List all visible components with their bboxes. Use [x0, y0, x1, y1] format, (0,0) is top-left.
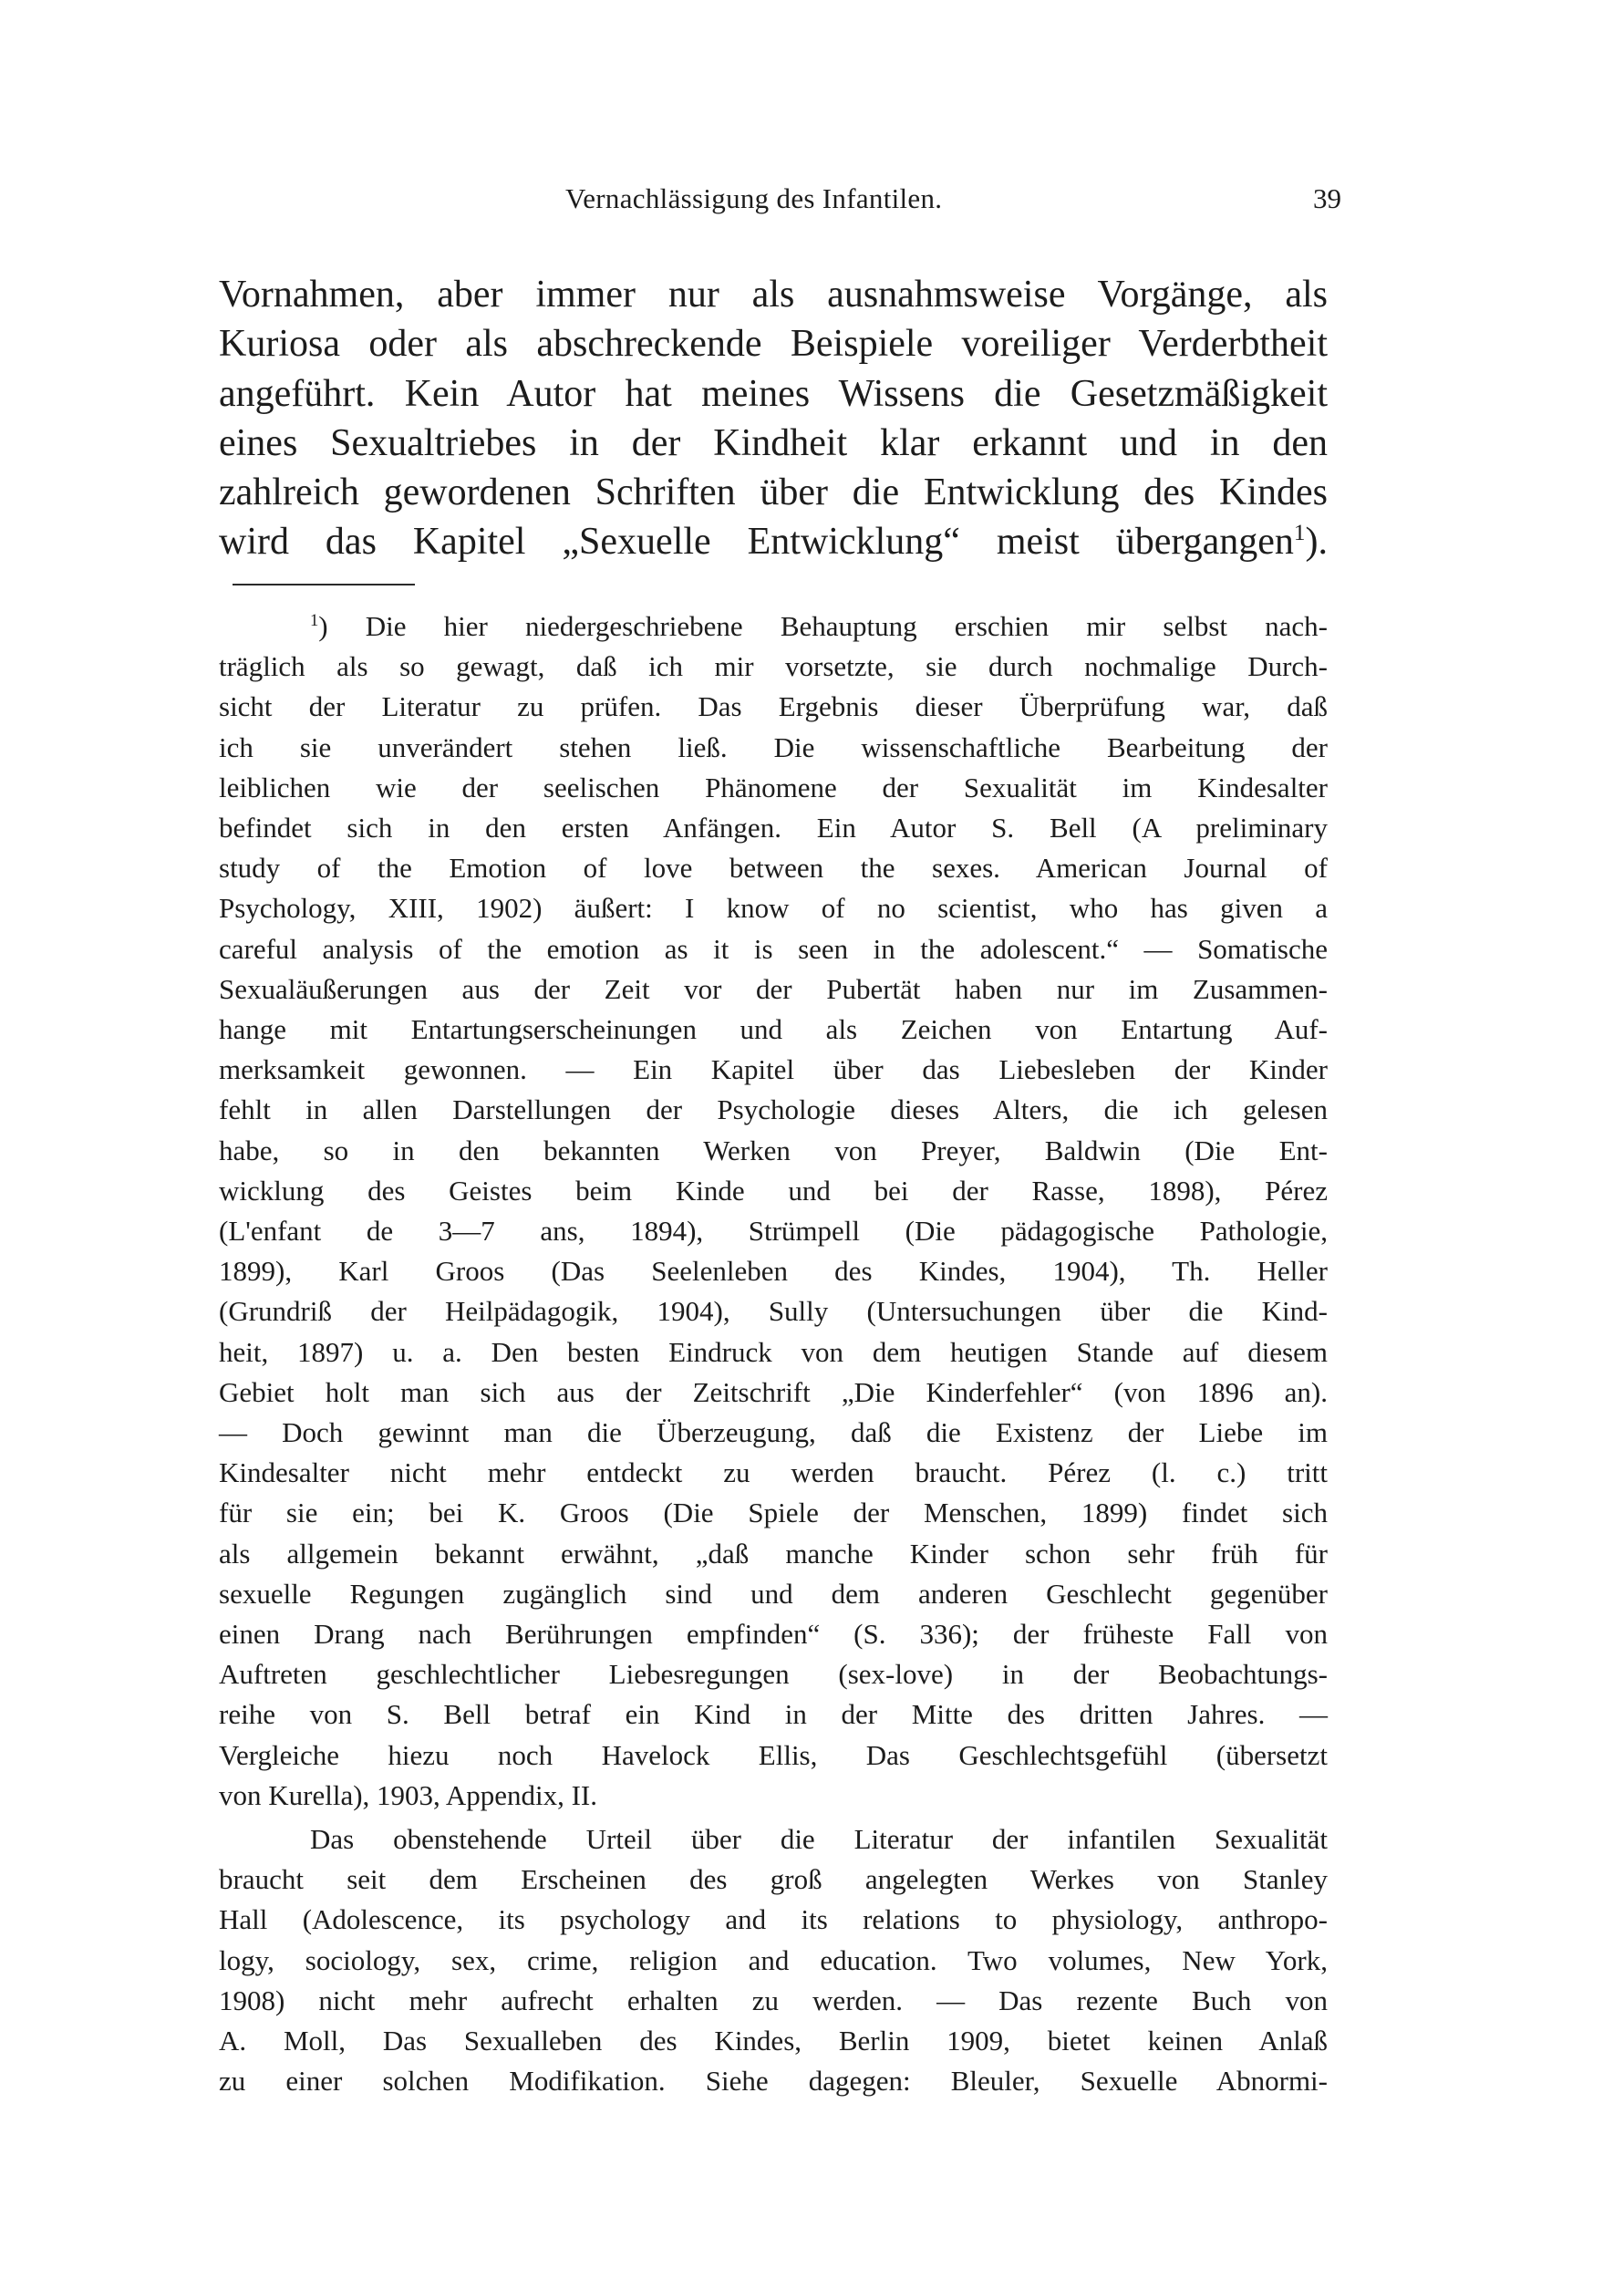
footnote-first-text: ) Die hier niedergeschriebene Behauptung erschien mir selbst nach- [318, 610, 1328, 642]
continuation-line: Hall (Adolescence, its psychology and its relations to physiology, anthropo- [219, 1903, 1328, 1936]
main-line: angeführt. Kein Autor hat meines Wissens die Gesetzmäßigkeit [219, 372, 1328, 415]
footnote-line: hange mit Entartungserscheinungen und als Zeichen von Entartung Auf- [219, 1013, 1328, 1046]
footnote-line: ich sie unverändert stehen ließ. Die wissenschaftliche Bearbeitung der [219, 730, 1328, 763]
main-line: Vornahmen, aber immer nur als ausnahmsweise Vorgänge, als [219, 274, 1328, 316]
footnote-line: (L'enfant de 3—7 ans, 1894), Strümpell (Die pädagogische Pathologie, [219, 1215, 1328, 1248]
continuation-line: 1908) nicht mehr aufrecht erhalten zu werden. — Das rezente Buch von [219, 1984, 1328, 2016]
main-paragraph [219, 270, 1328, 567]
footnote-line: Gebiet holt man sich aus der Zeitschrift „Die Kinderfehler“ (von 1896 an). [219, 1375, 1328, 1408]
footnote-line: als allgemein bekannt erwähnt, „daß manche Kinder schon sehr früh für [219, 1537, 1328, 1570]
footnote-line: heit, 1897) u. a. Den besten Eindruck von dem heutigen Stande auf diesem [219, 1335, 1328, 1368]
footnote-line: leiblichen wie der seelischen Phänomene der Sexualität im Kindesalter [219, 771, 1328, 803]
footnote-line: (Grundriß der Heilpädagogik, 1904), Sully (Untersuchungen über die Kind- [219, 1295, 1328, 1328]
footnote-line: einen Drang nach Berührungen empfinden“ (S. 336); der früheste Fall von [219, 1618, 1328, 1651]
footnote-line-first [219, 606, 1328, 647]
continuation-line: A. Moll, Das Sexualleben des Kindes, Berlin 1909, bietet keinen Anlaß [219, 2025, 1328, 2057]
footnote-line: träglich als so gewagt, daß ich mir vorsetzte, sie durch nochmalige Durch- [219, 650, 1328, 683]
footnote-line: 1899), Karl Groos (Das Seelenleben des Kindes, 1904), Th. Heller [219, 1255, 1328, 1288]
footnote-line: befindet sich in den ersten Anfängen. Ein Autor S. Bell (A preliminary [219, 812, 1328, 844]
continuation-line: zu einer solchen Modifikation. Siehe dagegen: Bleuler, Sexuelle Abnormi- [219, 2065, 1328, 2098]
footnote-line: Psychology, XIII, 1902) äußert: I know of no scientist, who has given a [219, 892, 1328, 925]
footnote-line: Sexualäußerungen aus der Zeit vor der Pubertät haben nur im Zusammen- [219, 972, 1328, 1005]
footnote-reference: 1 [1293, 521, 1306, 546]
footnote-separator [233, 584, 415, 585]
footnote-line: Kindesalter nicht mehr entdeckt zu werden braucht. Pérez (l. c.) tritt [219, 1456, 1328, 1489]
footnote-continuation [219, 1819, 1328, 2101]
footnote-line: von Kurella), 1903, Appendix, II. [219, 1778, 597, 1811]
footnote-line: Vergleiche hiezu noch Havelock Ellis, Das Geschlechtsgefühl (übersetzt [219, 1738, 1328, 1771]
footnote-reference-punct: ). [1305, 521, 1328, 564]
footnote-line: reihe von S. Bell betraf ein Kind in der Mitte des dritten Jahres. — [219, 1698, 1328, 1731]
footnote-line: merksamkeit gewonnen. — Ein Kapitel über das Liebesleben der Kinder [219, 1053, 1328, 1086]
main-line-final [219, 517, 1328, 566]
page-number: 39 [1313, 182, 1341, 214]
main-line: Kuriosa oder als abschreckende Beispiele voreiliger Verderbtheit [219, 323, 1328, 366]
main-line: zahlreich gewordenen Schriften über die Entwicklung des Kindes [219, 471, 1328, 514]
footnote-line: sexuelle Regungen zugänglich sind und dem anderen Geschlecht gegenüber [219, 1577, 1328, 1610]
footnote-marker: 1 [310, 610, 319, 630]
main-line: eines Sexualtriebes in der Kindheit klar erkannt und in den [219, 421, 1328, 464]
footnote-line: wicklung des Geistes beim Kinde und bei der Rasse, 1898), Pérez [219, 1174, 1328, 1207]
footnote-line: — Doch gewinnt man die Überzeugung, daß die Existenz der Liebe im [219, 1416, 1328, 1449]
continuation-line: logy, sociology, sex, crime, religion and education. Two volumes, New York, [219, 1943, 1328, 1976]
footnote [219, 606, 1328, 1816]
footnote-line: Auftreten geschlechtlicher Liebesregungen (sex-love) in der Beobachtungs- [219, 1658, 1328, 1691]
footnote-line: fehlt in allen Darstellungen der Psychologie dieses Alters, die ich gelesen [219, 1093, 1328, 1126]
footnote-line: careful analysis of the emotion as it is seen in the adolescent.“ — Somatische [219, 932, 1328, 965]
footnote-line: habe, so in den bekannten Werken von Preyer, Baldwin (Die Ent- [219, 1134, 1328, 1166]
continuation-line: braucht seit dem Erscheinen des groß angelegten Werkes von Stanley [219, 1863, 1328, 1896]
footnote-line: study of the Emotion of love between the sexes. American Journal of [219, 852, 1328, 885]
main-line-text: wird das Kapitel „Sexuelle Entwicklung“ meist übergangen [219, 521, 1294, 564]
footnote-line: für sie ein; bei K. Groos (Die Spiele der Menschen, 1899) findet sich [219, 1497, 1328, 1529]
continuation-line: Das obenstehende Urteil über die Literatur der infantilen Sexualität [310, 1823, 1328, 1855]
running-header-title: Vernachlässigung des Infantilen. [565, 182, 943, 214]
footnote-line: sicht der Literatur zu prüfen. Das Ergebnis dieser Überprüfung war, daß [219, 690, 1328, 723]
